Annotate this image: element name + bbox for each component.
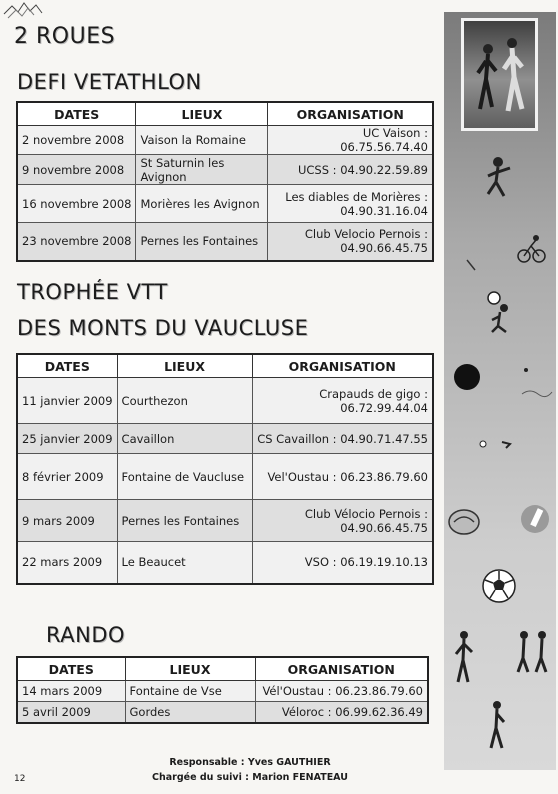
- cell-organisation: CS Cavaillon : 04.90.71.47.55: [252, 424, 433, 454]
- defi-vetathlon-table: [16, 101, 434, 262]
- cell-organisation: UCSS : 04.90.22.59.89: [268, 155, 433, 185]
- cell-organisation: Vel'Oustau : 06.23.86.79.60: [252, 454, 433, 500]
- swimmer-icon: [446, 504, 492, 540]
- column-header-lieu: LIEUX: [125, 657, 255, 681]
- hiker-icon: [486, 700, 508, 752]
- trophee-vtt-table: [16, 353, 434, 585]
- column-header-date: DATES: [17, 657, 125, 681]
- runner-icon: [482, 156, 516, 204]
- cell-lieu: Cavaillon: [117, 424, 252, 454]
- round-badge-icon: [518, 502, 552, 536]
- table-row: [17, 454, 433, 500]
- cell-date: 14 mars 2009: [17, 681, 125, 702]
- table-header-row: [17, 657, 428, 681]
- cell-organisation: Club Velocio Pernois : 04.90.66.45.75: [268, 223, 433, 261]
- table-row: [17, 702, 428, 723]
- table-row: [17, 185, 433, 223]
- pair-walkers-icon: [514, 630, 552, 676]
- cell-date: 11 janvier 2009: [17, 378, 117, 424]
- section-title-2-roues: 2 ROUES: [14, 24, 116, 49]
- footer-credits: [150, 755, 350, 785]
- rando-table: [16, 656, 429, 724]
- table-row: [17, 681, 428, 702]
- cell-lieu: Le Beaucet: [117, 542, 252, 584]
- cell-date: 25 janvier 2009: [17, 424, 117, 454]
- cell-organisation: Véloroc : 06.99.62.36.49: [255, 702, 428, 723]
- column-header-lieu: LIEUX: [117, 354, 252, 378]
- table-row: [17, 155, 433, 185]
- defi-vetathlon-title: DEFI VETATHLON: [17, 70, 202, 94]
- column-header-lieu: LIEUX: [136, 102, 268, 126]
- cell-date: 9 mars 2009: [17, 500, 117, 542]
- cell-lieu: St Saturnin les Avignon: [136, 155, 268, 185]
- cell-lieu: Pernes les Fontaines: [117, 500, 252, 542]
- cell-date: 22 mars 2009: [17, 542, 117, 584]
- table-row: [17, 378, 433, 424]
- cell-organisation: Vél'Oustau : 06.23.86.79.60: [255, 681, 428, 702]
- cell-lieu: Morières les Avignon: [136, 185, 268, 223]
- cell-organisation: UC Vaison : 06.75.56.74.40: [268, 126, 433, 155]
- rando-title: RANDO: [46, 623, 126, 647]
- dot-icon: [520, 364, 554, 398]
- table-row: [17, 500, 433, 542]
- ball-icon: [452, 362, 482, 392]
- trophee-vtt-title: TROPHÉE VTT: [17, 280, 168, 304]
- cell-lieu: Fontaine de Vse: [125, 681, 255, 702]
- column-header-organisation: ORGANISATION: [255, 657, 428, 681]
- footer-responsable: Responsable : Yves GAUTHIER: [169, 757, 331, 768]
- table-row: [17, 542, 433, 584]
- cell-lieu: Courthezon: [117, 378, 252, 424]
- soccer-ball-icon: [481, 568, 517, 604]
- cell-organisation: Crapauds de gigo : 06.72.99.44.04: [252, 378, 433, 424]
- runners-photo: [461, 18, 538, 131]
- cell-date: 2 novembre 2008: [17, 126, 136, 155]
- column-header-organisation: ORGANISATION: [252, 354, 433, 378]
- column-header-date: DATES: [17, 102, 136, 126]
- cell-lieu: Pernes les Fontaines: [136, 223, 268, 261]
- cell-organisation: Les diables de Morières : 04.90.31.16.04: [268, 185, 433, 223]
- cell-organisation: Club Vélocio Pernois : 04.90.66.45.75: [252, 500, 433, 542]
- mark-icon: [465, 258, 479, 272]
- small-ball-icon: [478, 436, 514, 452]
- cell-organisation: VSO : 06.19.19.10.13: [252, 542, 433, 584]
- cell-lieu: Fontaine de Vaucluse: [117, 454, 252, 500]
- table-header-row: [17, 354, 433, 378]
- juggler-icon: [482, 290, 516, 334]
- cell-lieu: Gordes: [125, 702, 255, 723]
- page-number: 12: [14, 774, 26, 784]
- cell-date: 5 avril 2009: [17, 702, 125, 723]
- cell-lieu: Vaison la Romaine: [136, 126, 268, 155]
- cell-date: 23 novembre 2008: [17, 223, 136, 261]
- column-header-organisation: ORGANISATION: [268, 102, 433, 126]
- table-row: [17, 223, 433, 261]
- cell-date: 16 novembre 2008: [17, 185, 136, 223]
- cell-date: 9 novembre 2008: [17, 155, 136, 185]
- cell-date: 8 février 2009: [17, 454, 117, 500]
- walker-icon: [452, 630, 476, 686]
- table-row: [17, 126, 433, 155]
- table-row: [17, 424, 433, 454]
- column-header-date: DATES: [17, 354, 117, 378]
- trophee-vtt-subtitle: DES MONTS DU VAUCLUSE: [17, 316, 309, 340]
- table-header-row: [17, 102, 433, 126]
- runners-photo-figures: [464, 21, 535, 128]
- footer-chargee-suivi: Chargée du suivi : Marion FENATEAU: [152, 772, 348, 783]
- cyclist-icon: [516, 234, 546, 264]
- doodle-icon: [2, 0, 46, 24]
